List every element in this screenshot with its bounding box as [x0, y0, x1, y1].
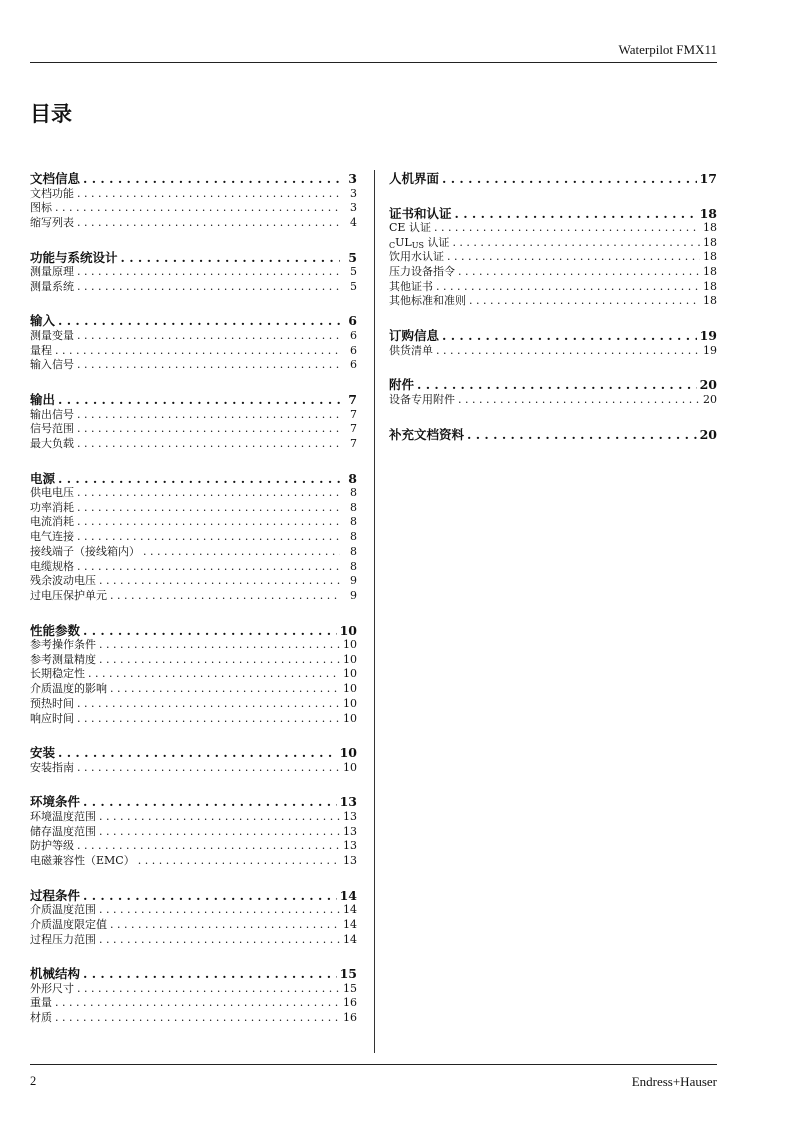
toc-entry[interactable] [30, 825, 357, 840]
page-heading: 目录 [30, 101, 72, 126]
dot-leader [99, 933, 340, 948]
toc-left-column [30, 171, 357, 1045]
toc-section-title: 功能与系统设计 [30, 249, 118, 265]
toc-page-number: 8 [350, 515, 357, 529]
toc-page-number: 7 [348, 392, 357, 407]
dot-leader [77, 280, 340, 295]
toc-page-number: 7 [350, 422, 357, 436]
toc-entry-title: 长期稳定性 [30, 667, 85, 681]
toc-page-number: 20 [699, 377, 717, 393]
toc-page-number: 8 [350, 544, 357, 558]
toc-page-number: 7 [350, 407, 357, 421]
toc-entry[interactable] [389, 236, 717, 251]
toc-page-number: 8 [350, 486, 357, 500]
toc-entry-title: 量程 [30, 343, 52, 357]
toc-entry[interactable] [30, 486, 357, 501]
toc-entry[interactable] [30, 810, 357, 825]
dot-leader [77, 187, 340, 202]
dot-leader [88, 667, 340, 682]
toc-entry-title: 电流消耗 [30, 515, 74, 529]
toc-entry[interactable] [30, 839, 357, 854]
toc-entry-title: 饮用水认证 [389, 250, 444, 264]
dot-leader [77, 437, 340, 452]
dot-leader [77, 358, 340, 373]
dot-leader [143, 545, 340, 560]
toc-entry[interactable] [30, 1011, 357, 1026]
toc-entry[interactable] [30, 545, 357, 560]
toc-page-number: 7 [350, 436, 357, 450]
toc-page-number: 17 [699, 171, 717, 186]
toc-page-number: 8 [350, 500, 357, 514]
toc-entry[interactable] [30, 408, 357, 423]
dot-leader [138, 854, 340, 869]
toc-entry-title: 参考测量精度 [30, 652, 96, 666]
toc-entry[interactable] [30, 982, 357, 997]
toc-page-number: 18 [703, 294, 717, 308]
toc-entry-title: 重量 [30, 996, 52, 1010]
toc-page-number: 18 [699, 205, 717, 221]
toc-entry-title: 介质温度范围 [30, 903, 96, 917]
toc-section-entry[interactable] [30, 250, 357, 266]
toc-section [30, 966, 357, 1026]
toc-entry-title: 图标 [30, 201, 52, 215]
toc-entry-title: 安装指南 [30, 760, 74, 774]
toc-section-title: 证书和认证 [389, 205, 452, 221]
toc-page-number: 18 [703, 221, 717, 234]
toc-entry-title: 压力设备指令 [389, 265, 455, 279]
toc-section-entry[interactable] [30, 888, 357, 904]
toc-page-number: 10 [343, 696, 357, 710]
toc-entry[interactable] [30, 638, 357, 653]
toc-page-number: 18 [703, 265, 717, 279]
toc-section [30, 171, 357, 231]
toc-page-number: 3 [350, 186, 357, 200]
toc-entry[interactable] [30, 344, 357, 359]
toc-entry[interactable] [30, 560, 357, 575]
toc-section [30, 888, 357, 948]
footer-rule [30, 1064, 717, 1065]
dot-leader [434, 221, 700, 236]
toc-page-number: 13 [343, 853, 357, 867]
toc-entry-title: 介质温度限定值 [30, 917, 107, 931]
dot-leader [77, 216, 340, 231]
dot-leader [110, 682, 340, 697]
toc-entry-title: 残余波动电压 [30, 574, 96, 588]
toc-entry[interactable] [30, 422, 357, 437]
dot-leader [83, 888, 337, 904]
dot-leader [77, 761, 340, 776]
toc-entry[interactable] [30, 903, 357, 918]
dot-leader [58, 471, 340, 487]
toc-page-number: 15 [343, 981, 357, 995]
page-number: 2 [30, 1074, 37, 1088]
toc-entry[interactable] [30, 854, 357, 869]
toc-entry-title: 过程压力范围 [30, 932, 96, 946]
toc-entry-title: 设备专用附件 [389, 392, 455, 406]
dot-leader [436, 344, 700, 359]
toc-page-number: 9 [350, 574, 357, 588]
dot-leader [452, 236, 700, 251]
toc-section [389, 206, 717, 310]
toc-entry-title: CE 认证 [389, 221, 431, 234]
toc-entry[interactable] [30, 761, 357, 776]
toc-entry[interactable] [389, 344, 717, 359]
toc-entry-title: 电磁兼容性（EMC） [30, 853, 135, 867]
toc-page-number: 19 [699, 328, 717, 344]
toc-page-number: 13 [339, 794, 357, 810]
toc-section-title: 附件 [389, 377, 415, 393]
toc-section-entry[interactable] [389, 328, 717, 344]
toc-entry[interactable] [30, 589, 357, 604]
dot-leader [77, 982, 340, 997]
toc-entry[interactable] [389, 221, 717, 236]
toc-entry[interactable] [30, 712, 357, 727]
dot-leader [121, 250, 340, 266]
column-divider [374, 170, 375, 1053]
toc-page-number: 15 [339, 966, 357, 982]
toc-section-title: 安装 [30, 745, 56, 761]
dot-leader [58, 392, 340, 408]
toc-section-entry[interactable] [30, 471, 357, 487]
toc-entry-title: 测量系统 [30, 279, 74, 293]
toc-entry-title: 文档功能 [30, 186, 74, 200]
toc-section [30, 623, 357, 727]
dot-leader [436, 280, 700, 295]
toc-entry[interactable] [389, 265, 717, 280]
toc-section-title: 补充文档资料 [389, 426, 465, 442]
toc-page-number: 6 [350, 328, 357, 342]
toc-entry-title: 输出信号 [30, 407, 74, 421]
toc-entry[interactable] [30, 530, 357, 545]
toc-entry-title: 其他标准和准则 [389, 294, 466, 308]
dot-leader [77, 560, 340, 575]
toc-section-entry[interactable] [30, 171, 357, 187]
toc-entry-title: 电缆规格 [30, 559, 74, 573]
toc-page-number: 8 [350, 530, 357, 544]
dot-leader [467, 427, 697, 443]
toc-page-number: 10 [343, 682, 357, 696]
toc-section-entry[interactable] [30, 794, 357, 810]
toc-page-number: 3 [348, 171, 357, 186]
header-rule [30, 62, 717, 63]
dot-leader [469, 294, 700, 309]
toc-page-number: 5 [350, 279, 357, 293]
toc-entry-title: 测量变量 [30, 328, 74, 342]
toc-section-entry[interactable] [30, 966, 357, 982]
toc-page-number: 13 [343, 809, 357, 823]
toc-entry[interactable] [30, 682, 357, 697]
cul-mark-suffix: US [411, 240, 424, 250]
toc-page-number: 6 [350, 358, 357, 372]
dot-leader [83, 623, 337, 639]
toc-entry[interactable] [389, 294, 717, 309]
dot-leader [58, 745, 337, 761]
toc-page-number: 8 [348, 470, 357, 486]
toc-entry-title: 环境温度范围 [30, 809, 96, 823]
toc-entry-title: 参考操作条件 [30, 638, 96, 652]
dot-leader [99, 574, 340, 589]
toc-entry-title: 响应时间 [30, 711, 74, 725]
toc-page-number: 18 [703, 250, 717, 264]
toc-section-entry[interactable] [30, 745, 357, 761]
dot-leader [77, 530, 340, 545]
toc-page-number: 20 [699, 426, 717, 442]
toc-entry-title: 外形尺寸 [30, 981, 74, 995]
toc-section-entry[interactable] [389, 206, 717, 222]
toc-page-number: 9 [350, 588, 357, 602]
toc-right-column [389, 171, 717, 461]
toc-page-number: 14 [343, 903, 357, 917]
toc-section-entry[interactable] [30, 623, 357, 639]
toc-section [389, 427, 717, 443]
toc-entry[interactable] [389, 393, 717, 408]
toc-section-entry[interactable] [30, 313, 357, 329]
toc-entry[interactable] [389, 280, 717, 295]
dot-leader [99, 638, 340, 653]
dot-leader [77, 697, 340, 712]
toc-entry[interactable] [30, 515, 357, 530]
toc-section [389, 171, 717, 187]
toc-entry[interactable] [30, 201, 357, 216]
dot-leader [99, 653, 340, 668]
toc-section-title: 文档信息 [30, 171, 81, 186]
toc-page-number: 10 [343, 638, 357, 652]
toc-page-number: 6 [350, 343, 357, 357]
toc-entry-title: 储存温度范围 [30, 824, 96, 838]
dot-leader [110, 918, 340, 933]
dot-leader [77, 839, 340, 854]
toc-page-number: 10 [343, 652, 357, 666]
dot-leader [77, 422, 340, 437]
toc-entry-title: 供货清单 [389, 343, 433, 357]
toc-page-number: 19 [703, 343, 717, 357]
toc-entry[interactable] [389, 250, 717, 265]
toc-page-number: 16 [343, 996, 357, 1010]
toc-section [389, 377, 717, 407]
toc-section-title: 输出 [30, 392, 56, 407]
toc-page-number: 13 [343, 824, 357, 838]
dot-leader [55, 201, 340, 216]
toc-entry[interactable] [30, 216, 357, 231]
dot-leader [77, 712, 340, 727]
toc-entry-title: 测量原理 [30, 265, 74, 279]
dot-leader [83, 171, 340, 187]
dot-leader [110, 589, 340, 604]
dot-leader [77, 501, 340, 516]
toc-entry[interactable] [30, 437, 357, 452]
toc-page-number: 10 [339, 745, 357, 761]
toc-entry-title: 最大负载 [30, 436, 74, 450]
toc-entry[interactable] [30, 653, 357, 668]
toc-section-title: 环境条件 [30, 794, 81, 810]
toc-page-number: 5 [348, 249, 357, 265]
dot-leader [99, 903, 340, 918]
toc-entry-title: 过电压保护单元 [30, 588, 107, 602]
toc-entry-title: 防护等级 [30, 839, 74, 853]
dot-leader [417, 377, 697, 393]
toc-page-number: 6 [348, 313, 357, 329]
toc-page-number: 10 [343, 667, 357, 681]
toc-entry[interactable] [30, 574, 357, 589]
toc-page-number: 4 [350, 215, 357, 229]
toc-page-number: 14 [339, 887, 357, 903]
toc-section-entry[interactable] [389, 377, 717, 393]
toc-entry-title: 其他证书 [389, 279, 433, 293]
dot-leader [58, 313, 340, 329]
toc-section-entry[interactable] [389, 427, 717, 443]
toc-section-title: 电源 [30, 470, 56, 486]
toc-entry-title: 供电电压 [30, 486, 74, 500]
toc-page-number: 18 [703, 235, 717, 249]
dot-leader [458, 265, 700, 280]
dot-leader [77, 515, 340, 530]
dot-leader [458, 393, 700, 408]
toc-entry-title: 电气连接 [30, 530, 74, 544]
toc-page-number: 3 [350, 201, 357, 215]
toc-section [30, 471, 357, 604]
toc-entry-title: 功率消耗 [30, 500, 74, 514]
dot-leader [55, 344, 340, 359]
toc-section-title: 机械结构 [30, 966, 81, 982]
toc-entry[interactable] [30, 918, 357, 933]
toc-entry-title: 信号范围 [30, 422, 74, 436]
brand-name: Endress+Hauser [631, 1074, 717, 1089]
toc-section-entry[interactable] [30, 392, 357, 408]
toc-page-number: 14 [343, 932, 357, 946]
dot-leader [77, 408, 340, 423]
toc-page-number: 5 [350, 265, 357, 279]
toc-entry-title [389, 236, 449, 251]
toc-section-title: 人机界面 [389, 171, 440, 186]
dot-leader [99, 825, 340, 840]
dot-leader [83, 966, 337, 982]
toc-entry[interactable] [30, 697, 357, 712]
toc-entry[interactable] [30, 933, 357, 948]
dot-leader [55, 996, 340, 1011]
toc-page-number: 13 [343, 839, 357, 853]
dot-leader [447, 250, 700, 265]
dot-leader [77, 329, 340, 344]
toc-section [30, 313, 357, 373]
toc-section [389, 328, 717, 358]
cul-mark-main: UL [395, 235, 412, 249]
dot-leader [442, 171, 697, 187]
toc-section [30, 745, 357, 775]
toc-page-number: 18 [703, 279, 717, 293]
toc-entry[interactable] [30, 501, 357, 516]
toc-entry[interactable] [30, 265, 357, 280]
dot-leader [442, 328, 697, 344]
toc-section-title: 输入 [30, 313, 56, 329]
toc-section [30, 392, 357, 452]
toc-entry[interactable] [30, 187, 357, 202]
toc-page-number: 10 [339, 622, 357, 638]
toc-section-title: 订购信息 [389, 328, 440, 344]
dot-leader [77, 486, 340, 501]
header-title: Waterpilot FMX11 [618, 42, 717, 57]
toc-entry[interactable] [30, 280, 357, 295]
toc-page-number: 8 [350, 559, 357, 573]
toc-section [30, 250, 357, 295]
toc-entry[interactable] [30, 996, 357, 1011]
dot-leader [83, 794, 337, 810]
toc-page-number: 14 [343, 917, 357, 931]
toc-page-number: 10 [343, 760, 357, 774]
dot-leader [77, 265, 340, 280]
toc-page-number: 20 [703, 392, 717, 406]
toc-section-title: 性能参数 [30, 622, 81, 638]
toc-section-entry[interactable] [389, 171, 717, 187]
toc-page-number: 10 [343, 711, 357, 725]
toc-entry-title-text: 认证 [427, 235, 450, 249]
toc-entry-title: 介质温度的影响 [30, 682, 107, 696]
toc-entry[interactable] [30, 329, 357, 344]
toc-entry-title: 预热时间 [30, 696, 74, 710]
toc-entry-title: 材质 [30, 1011, 52, 1025]
cul-mark-prefix: C [389, 240, 396, 250]
toc-page-number: 16 [343, 1011, 357, 1025]
toc-section [30, 794, 357, 868]
toc-entry-title: 缩写列表 [30, 215, 74, 229]
dot-leader [455, 206, 697, 222]
toc-entry-title: 输入信号 [30, 358, 74, 372]
toc-entry-title: 接线端子（接线箱内） [30, 544, 140, 558]
dot-leader [55, 1011, 340, 1026]
dot-leader [99, 810, 340, 825]
toc-entry[interactable] [30, 667, 357, 682]
toc-entry[interactable] [30, 358, 357, 373]
toc-section-title: 过程条件 [30, 887, 81, 903]
